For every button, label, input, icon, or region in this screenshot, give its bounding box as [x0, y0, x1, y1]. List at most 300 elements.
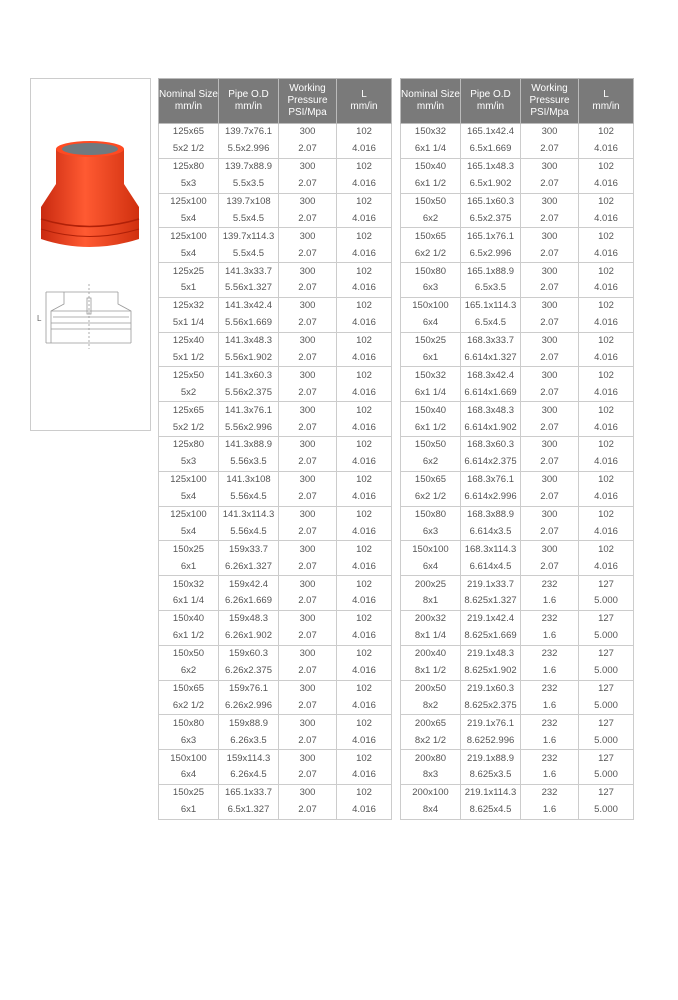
pipe-od-cell: 219.1x114.3	[461, 784, 521, 801]
pipe-od-cell: 139.7x108	[219, 193, 279, 210]
length-cell: 4.016	[337, 697, 392, 714]
nominal-size-cell: 6x1 1/2	[401, 419, 461, 436]
working-pressure-cell: 2.07	[521, 315, 579, 332]
working-pressure-cell: 2.07	[279, 245, 337, 262]
pipe-od-cell: 141.3x114.3	[219, 506, 279, 523]
table-row-in	[159, 141, 392, 158]
table-row-mm	[401, 332, 634, 349]
table-row-in	[159, 245, 392, 262]
nominal-size-cell: 6x4	[401, 315, 461, 332]
pipe-od-cell: 219.1x33.7	[461, 576, 521, 593]
table-row-mm	[401, 402, 634, 419]
table-row-mm	[159, 610, 392, 627]
table-row-in	[159, 697, 392, 714]
working-pressure-cell: 300	[521, 193, 579, 210]
table-row-in	[159, 350, 392, 367]
nominal-size-cell: 150x25	[401, 332, 461, 349]
pipe-od-cell: 5.56x2.996	[219, 419, 279, 436]
working-pressure-cell: 2.07	[279, 523, 337, 540]
dimension-drawing	[46, 284, 131, 349]
reducer-fitting-illustration	[31, 79, 150, 430]
pipe-od-cell: 165.1x33.7	[219, 784, 279, 801]
pipe-od-cell: 6.614x3.5	[461, 523, 521, 540]
table-row-in	[159, 280, 392, 297]
pipe-od-cell: 159x33.7	[219, 541, 279, 558]
working-pressure-cell: 300	[279, 297, 337, 314]
length-cell: 102	[579, 332, 634, 349]
pipe-od-cell: 6.614x1.327	[461, 350, 521, 367]
table-row-mm	[159, 645, 392, 662]
nominal-size-cell: 150x65	[401, 228, 461, 245]
nominal-size-cell: 200x80	[401, 750, 461, 767]
length-cell: 4.016	[337, 141, 392, 158]
header-pipe-od: Pipe O.D mm/in	[461, 79, 521, 124]
length-cell: 4.016	[579, 315, 634, 332]
nominal-size-cell: 5x3	[159, 176, 219, 193]
pipe-od-cell: 159x88.9	[219, 715, 279, 732]
table-row-mm	[159, 263, 392, 280]
table-row-in	[401, 141, 634, 158]
pipe-od-cell: 168.3x60.3	[461, 437, 521, 454]
working-pressure-cell: 1.6	[521, 767, 579, 784]
pipe-od-cell: 8.625x3.5	[461, 767, 521, 784]
table-row-in	[401, 210, 634, 227]
length-cell: 102	[337, 228, 392, 245]
pipe-od-cell: 6.26x1.669	[219, 593, 279, 610]
table-row-mm	[159, 715, 392, 732]
nominal-size-cell: 125x65	[159, 124, 219, 141]
working-pressure-cell: 300	[521, 506, 579, 523]
pipe-od-cell: 6.26x4.5	[219, 767, 279, 784]
table-row-in	[159, 419, 392, 436]
length-cell: 102	[337, 124, 392, 141]
length-cell: 102	[337, 541, 392, 558]
length-cell: 4.016	[579, 558, 634, 575]
pipe-od-cell: 165.1x88.9	[461, 263, 521, 280]
nominal-size-cell: 8x3	[401, 767, 461, 784]
nominal-size-cell: 150x40	[401, 402, 461, 419]
working-pressure-cell: 300	[279, 228, 337, 245]
working-pressure-cell: 2.07	[279, 767, 337, 784]
table-row-in	[159, 732, 392, 749]
nominal-size-cell: 150x65	[401, 471, 461, 488]
working-pressure-cell: 1.6	[521, 802, 579, 819]
working-pressure-cell: 232	[521, 680, 579, 697]
pipe-od-cell: 219.1x48.3	[461, 645, 521, 662]
working-pressure-cell: 2.07	[521, 350, 579, 367]
working-pressure-cell: 300	[279, 193, 337, 210]
pipe-od-cell: 6.5x2.996	[461, 245, 521, 262]
nominal-size-cell: 8x1 1/4	[401, 628, 461, 645]
length-cell: 127	[579, 715, 634, 732]
nominal-size-cell: 150x50	[401, 193, 461, 210]
working-pressure-cell: 1.6	[521, 697, 579, 714]
pipe-od-cell: 159x76.1	[219, 680, 279, 697]
working-pressure-cell: 300	[279, 680, 337, 697]
header-length: L mm/in	[579, 79, 634, 124]
nominal-size-cell: 150x80	[401, 263, 461, 280]
pipe-od-cell: 5.5x2.996	[219, 141, 279, 158]
pipe-od-cell: 6.5x3.5	[461, 280, 521, 297]
table-row-in	[401, 419, 634, 436]
length-cell: 4.016	[579, 523, 634, 540]
length-cell: 127	[579, 645, 634, 662]
length-cell: 5.000	[579, 628, 634, 645]
pipe-od-cell: 5.56x2.375	[219, 384, 279, 401]
working-pressure-cell: 2.07	[521, 489, 579, 506]
pipe-od-cell: 6.26x1.327	[219, 558, 279, 575]
length-cell: 102	[337, 715, 392, 732]
pipe-od-cell: 139.7x88.9	[219, 158, 279, 175]
working-pressure-cell: 232	[521, 610, 579, 627]
nominal-size-cell: 150x100	[401, 541, 461, 558]
table-row-in	[159, 384, 392, 401]
length-cell: 5.000	[579, 593, 634, 610]
pipe-od-cell: 6.5x1.669	[461, 141, 521, 158]
pipe-od-cell: 141.3x108	[219, 471, 279, 488]
working-pressure-cell: 300	[521, 158, 579, 175]
working-pressure-cell: 232	[521, 784, 579, 801]
working-pressure-cell: 300	[279, 263, 337, 280]
pipe-od-cell: 159x60.3	[219, 645, 279, 662]
length-cell: 4.016	[579, 350, 634, 367]
length-cell: 5.000	[579, 663, 634, 680]
length-cell: 102	[337, 610, 392, 627]
working-pressure-cell: 300	[521, 124, 579, 141]
working-pressure-cell: 300	[279, 332, 337, 349]
pipe-od-cell: 6.5x4.5	[461, 315, 521, 332]
nominal-size-cell: 5x4	[159, 523, 219, 540]
table-row-in	[401, 593, 634, 610]
nominal-size-cell: 150x80	[401, 506, 461, 523]
length-cell: 4.016	[337, 419, 392, 436]
nominal-size-cell: 150x80	[159, 715, 219, 732]
nominal-size-cell: 150x25	[159, 541, 219, 558]
working-pressure-cell: 2.07	[521, 245, 579, 262]
working-pressure-cell: 300	[521, 541, 579, 558]
length-cell: 4.016	[579, 384, 634, 401]
table-row-mm	[401, 576, 634, 593]
table-row-in	[159, 176, 392, 193]
working-pressure-cell: 2.07	[279, 350, 337, 367]
table-row-mm	[401, 645, 634, 662]
length-cell: 4.016	[579, 419, 634, 436]
working-pressure-cell: 2.07	[521, 419, 579, 436]
nominal-size-cell: 125x80	[159, 158, 219, 175]
nominal-size-cell: 125x50	[159, 367, 219, 384]
table-row-in	[159, 210, 392, 227]
pipe-od-cell: 5.56x1.902	[219, 350, 279, 367]
reducer-photo	[41, 141, 139, 247]
nominal-size-cell: 6x3	[159, 732, 219, 749]
nominal-size-cell: 5x2 1/2	[159, 141, 219, 158]
dimension-label: L	[37, 314, 42, 323]
length-cell: 4.016	[337, 315, 392, 332]
length-cell: 102	[579, 471, 634, 488]
nominal-size-cell: 5x4	[159, 210, 219, 227]
pipe-od-cell: 8.625x2.375	[461, 697, 521, 714]
working-pressure-cell: 2.07	[521, 210, 579, 227]
working-pressure-cell: 300	[279, 576, 337, 593]
pipe-od-cell: 168.3x76.1	[461, 471, 521, 488]
nominal-size-cell: 6x4	[159, 767, 219, 784]
table-row-in	[401, 732, 634, 749]
working-pressure-cell: 2.07	[279, 489, 337, 506]
pipe-od-cell: 141.3x76.1	[219, 402, 279, 419]
pipe-od-cell: 6.26x1.902	[219, 628, 279, 645]
header-working-pressure: Working Pressure PSI/Mpa	[521, 79, 579, 124]
table-row-mm	[401, 715, 634, 732]
pipe-od-cell: 6.614x1.902	[461, 419, 521, 436]
pipe-od-cell: 6.614x2.996	[461, 489, 521, 506]
length-cell: 102	[579, 263, 634, 280]
working-pressure-cell: 2.07	[279, 141, 337, 158]
table-row-in	[401, 767, 634, 784]
header-working-pressure: Working Pressure PSI/Mpa	[279, 79, 337, 124]
pipe-od-cell: 165.1x76.1	[461, 228, 521, 245]
working-pressure-cell: 300	[279, 610, 337, 627]
pipe-od-cell: 5.5x4.5	[219, 245, 279, 262]
nominal-size-cell: 6x2	[159, 663, 219, 680]
pipe-od-cell: 6.26x3.5	[219, 732, 279, 749]
length-cell: 102	[337, 332, 392, 349]
pipe-od-cell: 159x114.3	[219, 750, 279, 767]
length-cell: 5.000	[579, 732, 634, 749]
table-row-mm	[159, 506, 392, 523]
pipe-od-cell: 165.1x114.3	[461, 297, 521, 314]
nominal-size-cell: 6x4	[401, 558, 461, 575]
nominal-size-cell: 150x32	[159, 576, 219, 593]
length-cell: 127	[579, 610, 634, 627]
table-row-in	[401, 802, 634, 819]
working-pressure-cell: 232	[521, 576, 579, 593]
working-pressure-cell: 300	[521, 437, 579, 454]
nominal-size-cell: 125x80	[159, 437, 219, 454]
pipe-od-cell: 5.5x4.5	[219, 210, 279, 227]
nominal-size-cell: 5x3	[159, 454, 219, 471]
working-pressure-cell: 2.07	[279, 315, 337, 332]
table-row-mm	[401, 784, 634, 801]
nominal-size-cell: 5x1	[159, 280, 219, 297]
nominal-size-cell: 6x3	[401, 280, 461, 297]
pipe-od-cell: 219.1x88.9	[461, 750, 521, 767]
length-cell: 102	[579, 158, 634, 175]
working-pressure-cell: 2.07	[279, 558, 337, 575]
working-pressure-cell: 1.6	[521, 593, 579, 610]
nominal-size-cell: 6x1	[401, 350, 461, 367]
nominal-size-cell: 200x32	[401, 610, 461, 627]
nominal-size-cell: 6x1	[159, 558, 219, 575]
pipe-od-cell: 5.56x1.669	[219, 315, 279, 332]
pipe-od-cell: 6.26x2.996	[219, 697, 279, 714]
table-row-in	[159, 315, 392, 332]
length-cell: 4.016	[337, 663, 392, 680]
working-pressure-cell: 1.6	[521, 732, 579, 749]
length-cell: 102	[337, 645, 392, 662]
pipe-od-cell: 141.3x88.9	[219, 437, 279, 454]
table-row-in	[401, 523, 634, 540]
length-cell: 102	[337, 367, 392, 384]
header-nominal-size: Nominal Size mm/in	[401, 79, 461, 124]
table-row-mm	[159, 576, 392, 593]
table-row-in	[401, 489, 634, 506]
length-cell: 102	[337, 680, 392, 697]
working-pressure-cell: 300	[521, 332, 579, 349]
table-row-in	[159, 593, 392, 610]
length-cell: 4.016	[337, 558, 392, 575]
pipe-od-cell: 6.5x1.327	[219, 802, 279, 819]
length-cell: 102	[337, 471, 392, 488]
nominal-size-cell: 5x4	[159, 245, 219, 262]
nominal-size-cell: 8x2 1/2	[401, 732, 461, 749]
pipe-od-cell: 8.6252.996	[461, 732, 521, 749]
nominal-size-cell: 6x2 1/2	[401, 245, 461, 262]
table-row-mm	[401, 506, 634, 523]
pipe-od-cell: 219.1x60.3	[461, 680, 521, 697]
nominal-size-cell: 150x25	[159, 784, 219, 801]
nominal-size-cell: 6x2 1/2	[159, 697, 219, 714]
working-pressure-cell: 300	[279, 715, 337, 732]
working-pressure-cell: 2.07	[279, 280, 337, 297]
pipe-od-cell: 139.7x114.3	[219, 228, 279, 245]
working-pressure-cell: 300	[279, 645, 337, 662]
length-cell: 102	[579, 506, 634, 523]
nominal-size-cell: 5x2	[159, 384, 219, 401]
working-pressure-cell: 300	[521, 263, 579, 280]
nominal-size-cell: 150x50	[401, 437, 461, 454]
length-cell: 102	[337, 402, 392, 419]
length-cell: 4.016	[337, 489, 392, 506]
pipe-od-cell: 5.56x3.5	[219, 454, 279, 471]
nominal-size-cell: 5x1 1/4	[159, 315, 219, 332]
working-pressure-cell: 300	[521, 228, 579, 245]
pipe-od-cell: 8.625x1.902	[461, 663, 521, 680]
pipe-od-cell: 159x42.4	[219, 576, 279, 593]
table-row-mm	[401, 367, 634, 384]
table-row-in	[159, 628, 392, 645]
working-pressure-cell: 300	[279, 471, 337, 488]
table-row-in	[159, 489, 392, 506]
length-cell: 102	[337, 750, 392, 767]
nominal-size-cell: 200x40	[401, 645, 461, 662]
pipe-od-cell: 6.614x1.669	[461, 384, 521, 401]
working-pressure-cell: 2.07	[279, 732, 337, 749]
length-cell: 4.016	[579, 489, 634, 506]
pipe-od-cell: 5.56x1.327	[219, 280, 279, 297]
length-cell: 4.016	[579, 141, 634, 158]
working-pressure-cell: 2.07	[521, 141, 579, 158]
nominal-size-cell: 6x2	[401, 210, 461, 227]
table-row-mm	[401, 263, 634, 280]
working-pressure-cell: 2.07	[279, 593, 337, 610]
length-cell: 4.016	[337, 350, 392, 367]
nominal-size-cell: 200x65	[401, 715, 461, 732]
length-cell: 4.016	[337, 767, 392, 784]
pipe-od-cell: 8.625x1.327	[461, 593, 521, 610]
working-pressure-cell: 300	[279, 506, 337, 523]
working-pressure-cell: 2.07	[279, 663, 337, 680]
table-row-mm	[401, 437, 634, 454]
length-cell: 127	[579, 576, 634, 593]
nominal-size-cell: 125x32	[159, 297, 219, 314]
table-row-in	[401, 558, 634, 575]
header-pipe-od: Pipe O.D mm/in	[219, 79, 279, 124]
nominal-size-cell: 8x1 1/2	[401, 663, 461, 680]
working-pressure-cell: 300	[279, 158, 337, 175]
working-pressure-cell: 2.07	[279, 210, 337, 227]
length-cell: 102	[579, 541, 634, 558]
length-cell: 102	[337, 297, 392, 314]
table-row-mm	[159, 750, 392, 767]
nominal-size-cell: 150x32	[401, 367, 461, 384]
pipe-od-cell: 6.5x1.902	[461, 176, 521, 193]
length-cell: 102	[579, 402, 634, 419]
working-pressure-cell: 2.07	[521, 384, 579, 401]
pipe-od-cell: 141.3x48.3	[219, 332, 279, 349]
pipe-od-cell: 219.1x76.1	[461, 715, 521, 732]
working-pressure-cell: 2.07	[279, 697, 337, 714]
length-cell: 102	[337, 437, 392, 454]
table-row-in	[401, 176, 634, 193]
nominal-size-cell: 6x1 1/2	[159, 628, 219, 645]
nominal-size-cell: 5x4	[159, 489, 219, 506]
table-row-in	[401, 245, 634, 262]
table-row-in	[159, 802, 392, 819]
nominal-size-cell: 6x1 1/4	[401, 141, 461, 158]
pipe-od-cell: 6.26x2.375	[219, 663, 279, 680]
pipe-od-cell: 168.3x48.3	[461, 402, 521, 419]
table-row-mm	[401, 750, 634, 767]
nominal-size-cell: 150x40	[401, 158, 461, 175]
nominal-size-cell: 6x2	[401, 454, 461, 471]
table-row-mm	[159, 193, 392, 210]
pipe-od-cell: 168.3x88.9	[461, 506, 521, 523]
nominal-size-cell: 150x100	[401, 297, 461, 314]
nominal-size-cell: 8x2	[401, 697, 461, 714]
pipe-od-cell: 168.3x114.3	[461, 541, 521, 558]
working-pressure-cell: 1.6	[521, 628, 579, 645]
table-row-in	[401, 454, 634, 471]
length-cell: 127	[579, 784, 634, 801]
table-row-mm	[401, 610, 634, 627]
working-pressure-cell: 1.6	[521, 663, 579, 680]
working-pressure-cell: 232	[521, 645, 579, 662]
length-cell: 4.016	[579, 280, 634, 297]
nominal-size-cell: 200x50	[401, 680, 461, 697]
header-nominal-size: Nominal Size mm/in	[159, 79, 219, 124]
length-cell: 127	[579, 680, 634, 697]
pipe-od-cell: 6.614x4.5	[461, 558, 521, 575]
table-row-mm	[159, 158, 392, 175]
pipe-od-cell: 5.5x3.5	[219, 176, 279, 193]
working-pressure-cell: 2.07	[279, 454, 337, 471]
length-cell: 5.000	[579, 767, 634, 784]
table-row-mm	[401, 680, 634, 697]
working-pressure-cell: 300	[279, 402, 337, 419]
table-row-mm	[159, 228, 392, 245]
table-row-mm	[401, 124, 634, 141]
working-pressure-cell: 232	[521, 750, 579, 767]
nominal-size-cell: 125x100	[159, 228, 219, 245]
table-row-in	[401, 315, 634, 332]
length-cell: 102	[337, 158, 392, 175]
table-row-in	[401, 384, 634, 401]
nominal-size-cell: 200x100	[401, 784, 461, 801]
nominal-size-cell: 6x1 1/4	[159, 593, 219, 610]
nominal-size-cell: 6x1	[159, 802, 219, 819]
length-cell: 4.016	[337, 210, 392, 227]
table-row-mm	[159, 332, 392, 349]
